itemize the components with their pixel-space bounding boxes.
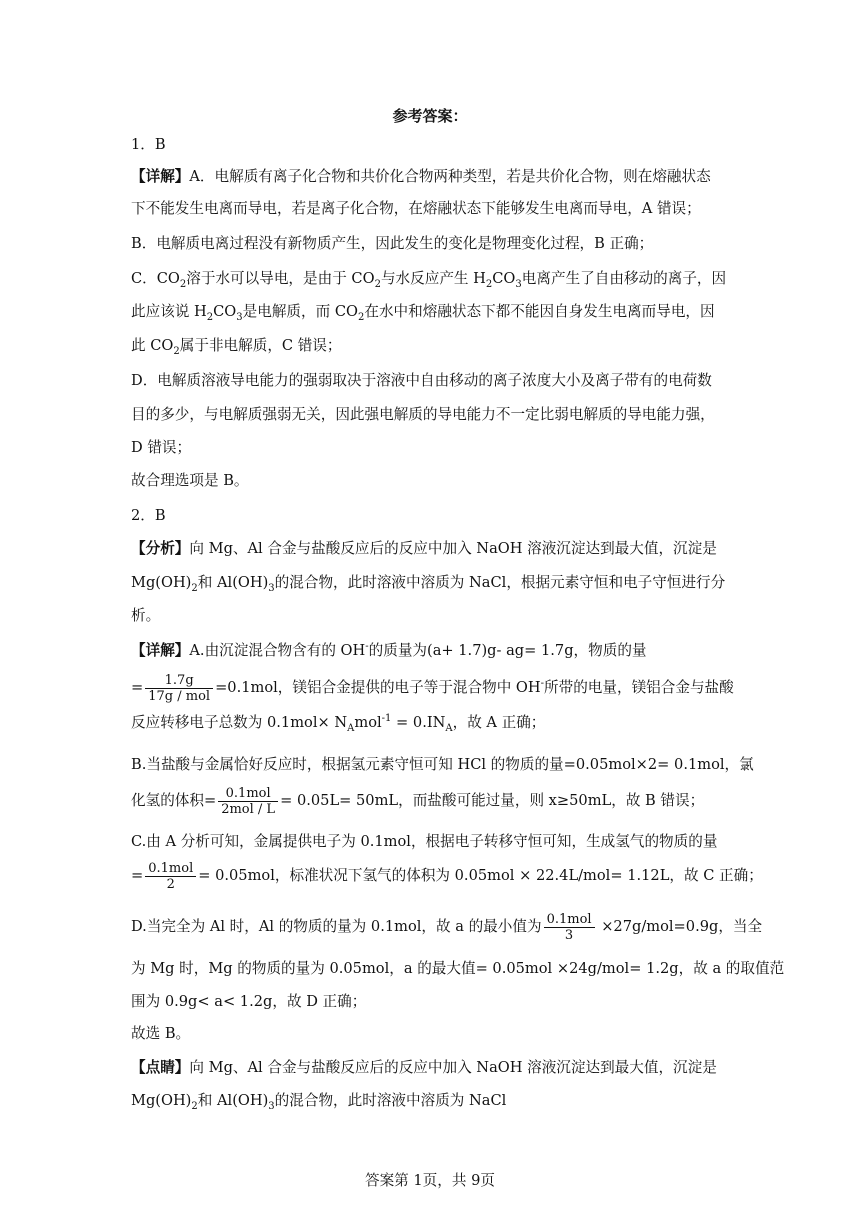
analysis-tag: 【分析】 — [131, 540, 190, 557]
q2-point-line-2: $Mg(OH)_2$和 $Al(OH)_3$的混合物，此时溶液中溶质为 NaCl — [131, 1092, 507, 1112]
page-title: 参考答案： — [392, 107, 468, 125]
fraction-0-1mol-over-2mol-l: $\frac{\text{0.1mol}}{\text{2mol / L}}$ — [218, 786, 278, 817]
q2-detail-line-4: B.当盐酸与金属恰好反应时，根据氢元素守恒可知 HCl 的物质的量=0.05mol×2= 0.1mol，氯 — [131, 756, 754, 773]
q1-conclusion: 故合理选项是 B。 — [131, 472, 249, 489]
q2-detail-line-7: = $\frac{\text{0.1mol}}{2}$ = 0.05mol，标准状况下氢气的体积为 0.05mol × 22.4L/mol= 1.12L，故 C 正确； — [131, 860, 763, 892]
q1-detail-line-2: 下不能发生电离而导电，若是离子化合物，在熔融状态下能够发生电离而导电，A 错误； — [131, 200, 701, 217]
fraction-0-1mol-over-3: $\frac{\text{0.1mol}}{3}$ — [544, 912, 595, 943]
q2-detail-line-2: = $\frac{1.7g}{\text{17g / mol}}$ =0.1mol，镁铝合金提供的电子等于混合物中 OH-所带的电量，镁铝合金与盐酸 — [131, 672, 734, 704]
q2-detail-line-6: C.由 A 分析可知，金属提供电子为 0.1mol，根据电子转移守恒可知，生成氢气的物质的量 — [131, 833, 718, 850]
q1-detail-line-3: B．电解质电离过程没有新物质产生，因此发生的变化是物理变化过程，B 正确； — [131, 235, 654, 252]
fraction-0-1mol-over-2: $\frac{\text{0.1mol}}{2}$ — [145, 861, 196, 892]
q2-detail-line-10: 围为 0.9g< a< 1.2g，故 D 正确； — [131, 993, 367, 1010]
q1-detail-line-4: C．$CO_2$溶于水可以导电，是由于 $CO_2$与水反应产生 $H_2CO_3$电离产生了自由移动的离子，因 — [131, 270, 727, 290]
detail-tag: 【详解】 — [131, 168, 190, 185]
q2-answer: 2．B — [131, 507, 166, 524]
q2-conclusion: 故选 B。 — [131, 1025, 191, 1042]
q2-detail-line-1: 【详解】A.由沉淀混合物含有的 OH-的质量为(a+ 1.7)g- ag= 1.7g，物质的量 — [131, 641, 647, 659]
q1-detail-line-7: D．电解质溶液导电能力的强弱取决于溶液中自由移动的离子浓度大小及离子带有的电荷数 — [131, 372, 712, 389]
detail-tag: 【详解】 — [131, 642, 190, 659]
q1-answer: 1．B — [131, 136, 166, 153]
fraction-1-7g-over-17g-mol: $\frac{1.7g}{\text{17g / mol}}$ — [145, 673, 213, 704]
q1-detail-line-8: 目的多少，与电解质强弱无关，因此强电解质的导电能力不一定比弱电解质的导电能力强， — [131, 406, 715, 423]
q2-detail-line-5: 化氢的体积= $\frac{\text{0.1mol}}{\text{2mol / L}}$ = 0.05L= 50mL，而盐酸可能过量，则 x≥50mL，故 B 错误； — [131, 785, 705, 817]
q2-point-line-1: 【点睛】向 Mg、Al 合金与盐酸反应后的反应中加入 NaOH 溶液沉淀达到最大值，沉淀是 — [131, 1059, 717, 1076]
q2-analysis-line-2: $Mg(OH)_2$和 $Al(OH)_3$的混合物，此时溶液中溶质为 NaCl，根据元素守恒和电子守恒进行分 — [131, 574, 726, 594]
q2-analysis-line-3: 析。 — [131, 607, 161, 624]
q1-detail-line-5: 此应该说 $H_2CO_3$是电解质，而 $CO_2$在水中和熔融状态下都不能因自身发生电离而导电，因 — [131, 303, 715, 323]
q1-detail-line-1: 【详解】A．电解质有离子化合物和共价化合物两种类型，若是共价化合物，则在熔融状态 — [131, 168, 711, 185]
q2-detail-line-9: 为 Mg 时，Mg 的物质的量为 0.05mol，a 的最大值= 0.05mol ×24g/mol= 1.2g，故 a 的取值范 — [131, 960, 785, 977]
point-tag: 【点睛】 — [131, 1059, 190, 1076]
q2-detail-line-3: 反应转移电子总数为 $0.1mol\times N_Amol^{-1} = 0.IN_A$，故 A 正确； — [131, 713, 546, 734]
q1-detail-line-6: 此 $CO_2$属于非电解质，C 错误； — [131, 337, 342, 357]
q2-detail-line-8: D.当完全为 Al 时，Al 的物质的量为 0.1mol，故 a 的最小值为 $\frac{\text{0.1mol}}{3}$ ×27g/mol=0.9g，当全 — [131, 911, 763, 943]
page-footer: 答案第 1页，共 9页 — [364, 1172, 495, 1189]
q1-detail-line-9: D 错误； — [131, 439, 192, 456]
q2-analysis-line-1: 【分析】向 Mg、Al 合金与盐酸反应后的反应中加入 NaOH 溶液沉淀达到最大值，沉淀是 — [131, 540, 717, 557]
